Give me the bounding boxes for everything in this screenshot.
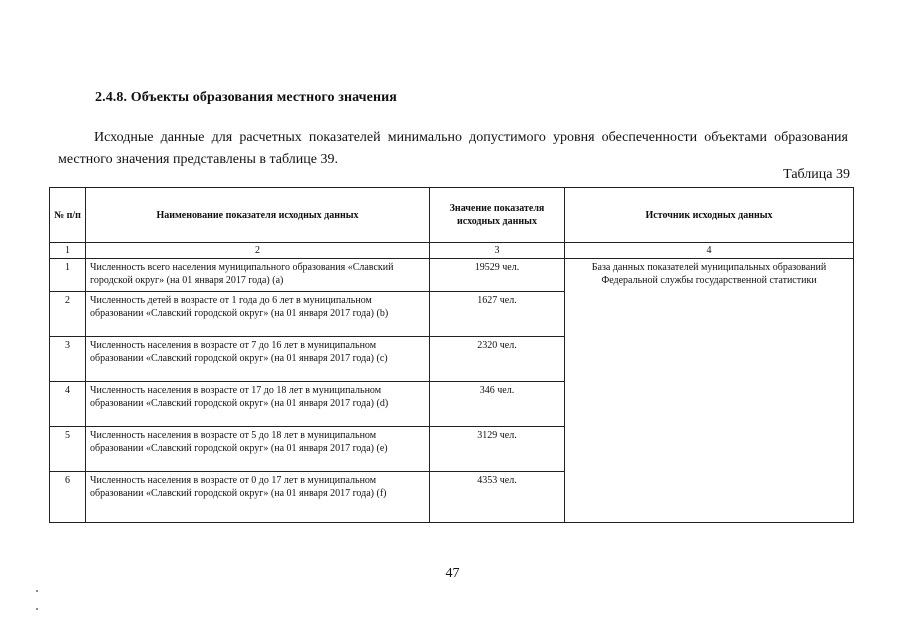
header-num: № п/п xyxy=(50,188,86,243)
intro-paragraph: Исходные данные для расчетных показателей минимально допустимого уровня обеспеченности объектами образования местного значения представлены в таблице 39. xyxy=(58,130,848,167)
header-name: Наименование показателя исходных данных xyxy=(86,188,430,243)
column-number-row xyxy=(50,243,854,259)
section-heading: 2.4.8. Объекты образования местного значения xyxy=(95,90,397,105)
row-number: 1 xyxy=(50,259,86,292)
row-number: 5 xyxy=(50,427,86,472)
row-number: 4 xyxy=(50,382,86,427)
column-number: 4 xyxy=(565,243,854,259)
row-indicator-name: Численность населения в возрасте от 0 до 17 лет в муниципальном образовании «Славский городской округ» (на 01 января 2017 года) (f) xyxy=(86,472,430,523)
row-number: 2 xyxy=(50,292,86,337)
row-indicator-name: Численность населения в возрасте от 7 до 16 лет в муниципальном образовании «Славский городской округ» (на 01 января 2017 года) (c) xyxy=(86,337,430,382)
row-indicator-name: Численность населения в возрасте от 17 до 18 лет в муниципальном образовании «Славский городской округ» (на 01 января 2017 года) (d) xyxy=(86,382,430,427)
row-indicator-name: Численность всего населения муниципального образования «Славский городской округ» (на 01 января 2017 года) (a) xyxy=(86,259,430,292)
row-source: База данных показателей муниципальных образований Федеральной службы государственной статистики xyxy=(565,259,854,523)
row-number: 3 xyxy=(50,337,86,382)
column-number: 2 xyxy=(86,243,430,259)
row-value: 1627 чел. xyxy=(430,292,565,337)
source-data-table xyxy=(49,187,854,523)
table-header-row xyxy=(50,188,854,243)
column-number: 1 xyxy=(50,243,86,259)
row-value: 3129 чел. xyxy=(430,427,565,472)
header-source: Источник исходных данных xyxy=(565,188,854,243)
scan-artifact xyxy=(36,590,38,592)
row-indicator-name: Численность населения в возрасте от 5 до 18 лет в муниципальном образовании «Славский городской округ» (на 01 января 2017 года) (e) xyxy=(86,427,430,472)
row-value: 2320 чел. xyxy=(430,337,565,382)
scan-artifact xyxy=(36,608,38,610)
page-number: 47 xyxy=(445,566,460,581)
row-number: 6 xyxy=(50,472,86,523)
row-value: 19529 чел. xyxy=(430,259,565,292)
row-indicator-name: Численность детей в возрасте от 1 года до 6 лет в муниципальном образовании «Славский городской округ» (на 01 января 2017 года) (b) xyxy=(86,292,430,337)
row-value: 346 чел. xyxy=(430,382,565,427)
table-row xyxy=(50,259,854,292)
header-value: Значение показателя исходных данных xyxy=(430,188,565,243)
column-number: 3 xyxy=(430,243,565,259)
table-caption: Таблица 39 xyxy=(783,167,850,182)
row-value: 4353 чел. xyxy=(430,472,565,523)
